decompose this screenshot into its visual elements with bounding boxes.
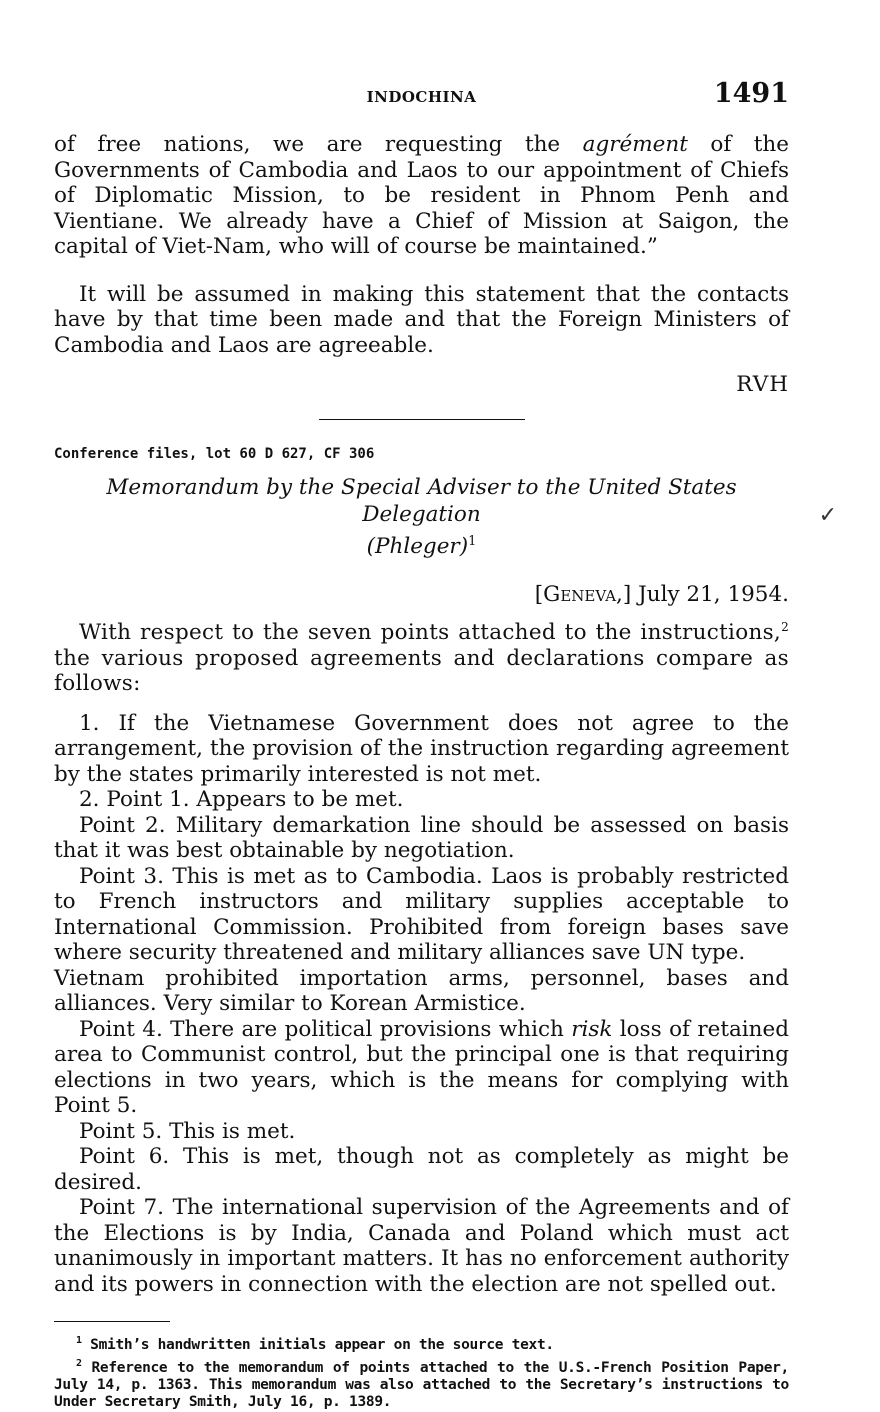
point-paragraph-1: 1. If the Vietnamese Government does not agree to the arrangement, the provision of the instruction regarding agreement by the states primarily interested is not met. [54, 710, 789, 787]
document-title [54, 474, 837, 560]
author-name: (Phleger) [366, 534, 469, 560]
point-paragraph-6: Point 6. This is met, though not as completely as might be desired. [54, 1144, 789, 1195]
intro-footnote-ref: 2 [781, 620, 789, 635]
point-4-italic-term: risk [571, 1016, 613, 1042]
title-footnote-ref: 1 [468, 534, 477, 549]
quote-text-start: of free nations, we are requesting the [54, 132, 583, 157]
footnote-2-text: Reference to the memorandum of points attached to the U.S.-French Position Paper, July 14, p. 1363. This memorandum was also attached to the Secretary’s instructions to Under Secretary Smith, July 16, p. 1389. [54, 1359, 789, 1411]
running-head: INDOCHINA [366, 88, 477, 106]
point-paragraph-2: 2. Point 1. Appears to be met. [79, 787, 404, 813]
point-paragraph-5: Point 5. This is met. [79, 1118, 296, 1144]
page-number: 1491 [713, 78, 789, 109]
quote-italic-term: agrément [582, 132, 688, 157]
footnote-divider [54, 1321, 170, 1322]
quote-text-end: of the Governments of Cambodia and Laos to our appointment of Chiefs of Diplomatic Mission, to be resident in Phnom Penh and Vientiane. We already have a Chief of Mission at Saigon, the capital of Viet-Nam, who will of course be maintained.” [54, 132, 789, 259]
source-citation: Conference files, lot 60 D 627, CF 306 [54, 446, 375, 462]
footnote-1-text: Smith’s handwritten initials appear on the source text. [81, 1337, 554, 1354]
dateline-date: July 21, 1954. [631, 582, 789, 608]
section-divider [319, 419, 525, 420]
document-title-line-2 [54, 528, 789, 560]
point-paragraph-7: Point 7. The international supervision of the Agreements and of the Elections is by India, Canada and Poland which must act unanimously in important matters. It has no enforcement authority and its powers in connection with the election are not spelled out. [54, 1195, 789, 1297]
check-mark-icon: ✓ [818, 503, 837, 528]
intro-text-end: the various proposed agreements and declarations compare as follows: [54, 645, 789, 697]
footnote-2-mark: 2 [76, 1357, 82, 1369]
point-paragraph-2b: Point 2. Military demarkation line should be assessed on basis that it was best obtainable by negotiation. [54, 812, 789, 864]
page-body [54, 132, 837, 1412]
quote-continuation [54, 132, 789, 260]
memo-intro [54, 615, 789, 697]
document-title-line-1: Memorandum by the Special Adviser to the United States Delegation [106, 475, 737, 527]
dateline [54, 582, 789, 607]
point-paragraph-3b: Vietnam prohibited importation arms, personnel, bases and alliances. Very similar to Korean Armistice. [54, 965, 789, 1017]
dateline-place: [Geneva,] [534, 582, 632, 608]
footnote-2 [54, 1355, 789, 1412]
point-paragraph-3: Point 3. This is met as to Cambodia. Laos is probably restricted to French instructors and military supplies acceptable to International Commission. Prohibited from foreign bases save where security threatened and military alliances save UN type. [54, 863, 789, 966]
intro-text-start: With respect to the seven points attached to the instructions, [79, 620, 782, 646]
footnote-1 [54, 1332, 789, 1354]
point-4-text-start: Point 4. There are political provisions which [79, 1016, 572, 1042]
assumption-paragraph: It will be assumed in making this statement that the contacts have by that time been made and that the Foreign Ministers of Cambodia and Laos are agreeable. [54, 281, 789, 358]
signature-initials: RVH [736, 372, 789, 397]
footnote-1-mark: 1 [76, 1335, 82, 1347]
point-paragraph-4 [54, 1017, 789, 1119]
page-header [54, 78, 789, 118]
point-4-text-end: loss of retained area to Communist control, but the principal one is that requiring elections in two years, which is the means for complying with Point 5. [54, 1016, 790, 1119]
